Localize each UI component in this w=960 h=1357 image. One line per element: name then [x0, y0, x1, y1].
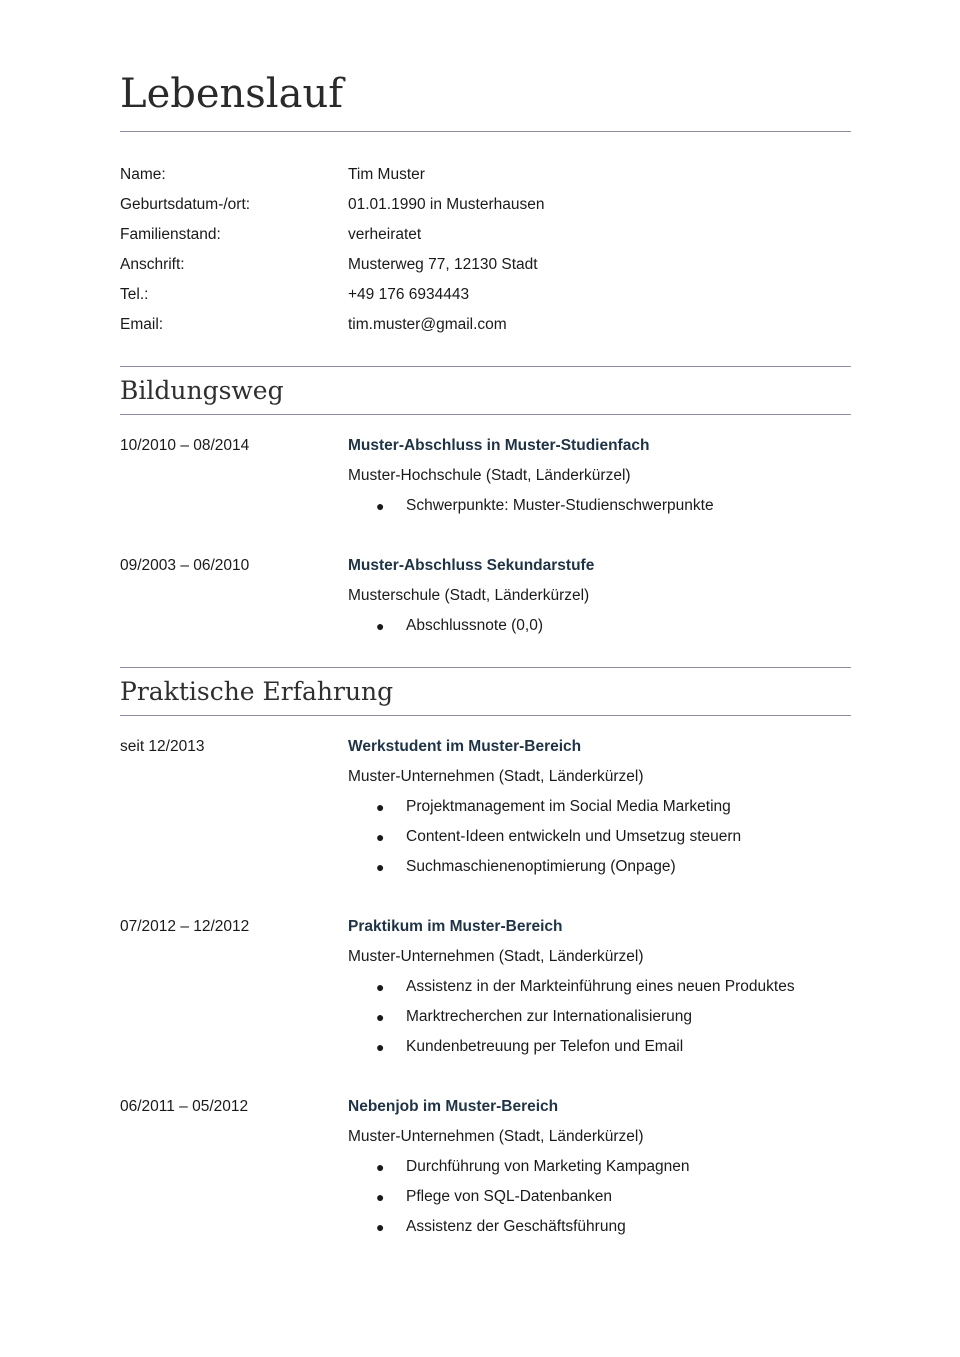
info-row-phone	[0, 280, 960, 310]
entry-title: Nebenjob im Muster-Bereich	[348, 1098, 559, 1115]
entry-date: 09/2003 – 06/2010	[120, 557, 250, 574]
bullet-icon: ●	[376, 1159, 385, 1175]
bullet-icon: ●	[376, 1009, 385, 1025]
entry-bullet-list	[348, 972, 960, 1062]
entry-bullet-list	[348, 792, 960, 882]
info-label: Anschrift:	[120, 256, 185, 273]
info-label: Geburtsdatum-/ort:	[120, 196, 251, 213]
info-label: Familienstand:	[120, 226, 221, 243]
bullet-icon: ●	[376, 799, 385, 815]
entry-date: seit 12/2013	[120, 738, 205, 755]
info-value: Tim Muster	[348, 166, 425, 183]
info-row-name	[0, 160, 960, 190]
education-section	[0, 431, 960, 671]
info-label: Name:	[120, 166, 166, 183]
experience-divider-top	[120, 667, 851, 668]
bullet-icon: ●	[376, 979, 385, 995]
experience-entry	[0, 1092, 960, 1242]
info-label: Tel.:	[120, 286, 149, 303]
bullet-icon: ●	[376, 1039, 385, 1055]
entry-date: 10/2010 – 08/2014	[120, 437, 250, 454]
entry-title: Praktikum im Muster-Bereich	[348, 918, 563, 935]
info-value: tim.muster@gmail.com	[348, 316, 507, 333]
list-item: ● Pflege von SQL-Datenbanken	[348, 1182, 960, 1212]
education-entry	[0, 431, 960, 521]
info-label: Email:	[120, 316, 164, 333]
bullet-icon: ●	[376, 829, 385, 845]
entry-title: Muster-Abschluss Sekundarstufe	[348, 557, 595, 574]
list-item: ● Schwerpunkte: Muster-Studienschwerpunkte	[348, 491, 960, 521]
education-heading: Bildungsweg	[120, 376, 284, 405]
experience-section	[0, 732, 960, 1272]
title-divider	[120, 131, 851, 132]
bullet-icon: ●	[376, 618, 385, 634]
education-divider-top	[120, 366, 851, 367]
bullet-icon: ●	[376, 1189, 385, 1205]
entry-title: Werkstudent im Muster-Bereich	[348, 738, 582, 755]
education-divider-bottom	[120, 414, 851, 415]
info-row-email	[0, 310, 960, 340]
education-entry	[0, 551, 960, 641]
entry-date: 06/2011 – 05/2012	[120, 1098, 249, 1115]
info-value: verheiratet	[348, 226, 422, 243]
entry-organization: Muster-Unternehmen (Stadt, Länderkürzel)	[348, 768, 644, 785]
list-item: ● Assistenz der Geschäftsführung	[348, 1212, 960, 1242]
info-row-marital	[0, 220, 960, 250]
experience-heading: Praktische Erfahrung	[120, 677, 394, 706]
list-item: ● Content-Ideen entwickeln und Umsetzug steuern	[348, 822, 960, 852]
entry-bullet-list	[348, 1152, 960, 1242]
list-item: ● Assistenz in der Markteinführung eines neuen Produktes	[348, 972, 960, 1002]
list-item: ● Marktrecherchen zur Internationalisierung	[348, 1002, 960, 1032]
entry-organization: Muster-Hochschule (Stadt, Länderkürzel)	[348, 467, 631, 484]
page-title: Lebenslauf	[120, 71, 344, 117]
bullet-icon: ●	[376, 1219, 385, 1235]
info-value: Musterweg 77, 12130 Stadt	[348, 256, 538, 273]
info-row-address	[0, 250, 960, 280]
list-item: ● Kundenbetreuung per Telefon und Email	[348, 1032, 960, 1062]
entry-bullet-list	[348, 491, 960, 521]
list-item: ● Abschlussnote (0,0)	[348, 611, 960, 641]
personal-info	[0, 160, 960, 340]
info-row-birth	[0, 190, 960, 220]
bullet-icon: ●	[376, 859, 385, 875]
info-value: 01.01.1990 in Musterhausen	[348, 196, 545, 213]
entry-date: 07/2012 – 12/2012	[120, 918, 250, 935]
experience-entry	[0, 732, 960, 882]
info-value: +49 176 6934443	[348, 286, 470, 303]
experience-divider-bottom	[120, 715, 851, 716]
bullet-icon: ●	[376, 498, 385, 514]
entry-organization: Muster-Unternehmen (Stadt, Länderkürzel)	[348, 1128, 644, 1145]
entry-title: Muster-Abschluss in Muster-Studienfach	[348, 437, 650, 454]
list-item: ● Projektmanagement im Social Media Marketing	[348, 792, 960, 822]
entry-organization: Musterschule (Stadt, Länderkürzel)	[348, 587, 590, 604]
entry-organization: Muster-Unternehmen (Stadt, Länderkürzel)	[348, 948, 644, 965]
list-item: ● Suchmaschienenoptimierung (Onpage)	[348, 852, 960, 882]
experience-entry	[0, 912, 960, 1062]
entry-bullet-list	[348, 611, 960, 641]
list-item: ● Durchführung von Marketing Kampagnen	[348, 1152, 960, 1182]
